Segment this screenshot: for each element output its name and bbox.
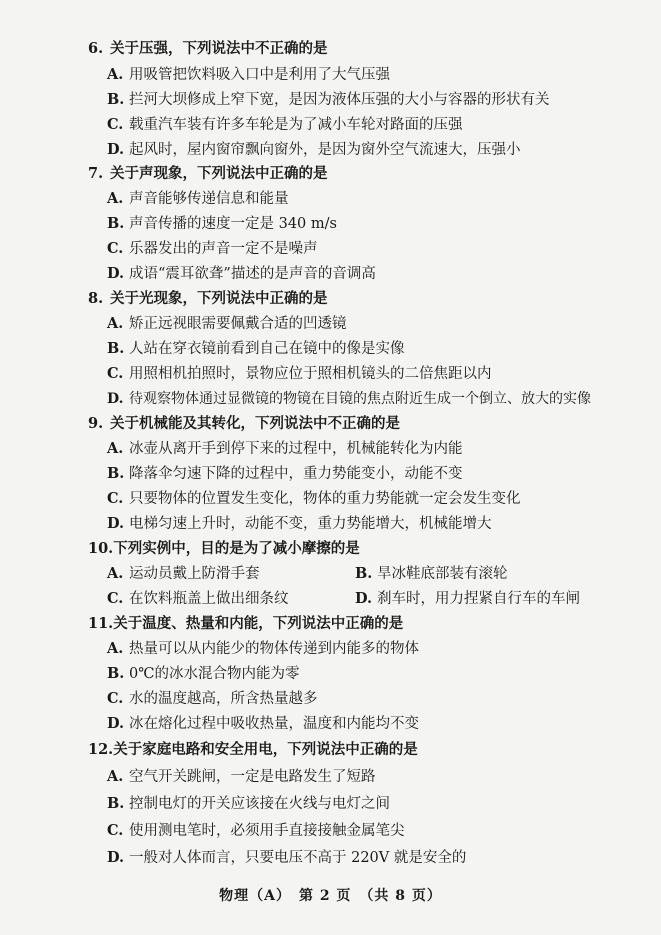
question-6-option-d: D. 起风时，屋内窗帘飘向窗外，是因为窗外空气流速大，压强小: [107, 141, 521, 158]
question-10-option-d: D. 刹车时，用力捏紧自行车的车闸: [355, 590, 580, 607]
question-8-option-b: B. 人站在穿衣镜前看到自己在镜中的像是实像: [107, 340, 405, 357]
question-6-option-b: B. 拦河大坝修成上窄下宽，是因为液体压强的大小与容器的形状有关: [107, 91, 550, 108]
question-11-stem: 11.关于温度、热量和内能，下列说法中正确的是: [88, 615, 404, 632]
question-8-option-d: D. 待观察物体通过显微镜的物镜在目镜的焦点附近生成一个倒立、放大的实像: [107, 391, 591, 407]
question-12-option-d: D. 一般对人体而言，只要电压不高于 220V 就是安全的: [107, 849, 467, 866]
question-8-stem: 8. 关于光现象，下列说法中正确的是: [88, 290, 328, 307]
question-12-option-b: B. 控制电灯的开关应该接在火线与电灯之间: [107, 795, 390, 812]
question-12-option-a: A. 空气开关跳闸，一定是电路发生了短路: [107, 768, 376, 785]
question-8-option-c: C. 用照相机拍照时，景物应位于照相机镜头的二倍焦距以内: [107, 365, 492, 382]
question-7-stem: 7. 关于声现象，下列说法中正确的是: [88, 165, 328, 182]
question-9-option-c: C. 只要物体的位置发生变化，物体的重力势能就一定会发生变化: [107, 490, 521, 507]
question-6-option-c: C. 载重汽车装有许多车轮是为了减小车轮对路面的压强: [107, 116, 463, 133]
question-9-stem: 9. 关于机械能及其转化，下列说法中不正确的是: [88, 415, 400, 432]
question-11-option-c: C. 水的温度越高，所含热量越多: [107, 690, 318, 707]
question-7-option-b: B. 声音传播的速度一定是 340 m/s: [107, 215, 337, 232]
question-10-option-a: A. 运动员戴上防滑手套: [107, 565, 260, 582]
question-9-option-d: D. 电梯匀速上升时，动能不变，重力势能增大，机械能增大: [107, 515, 492, 532]
question-12-stem: 12.关于家庭电路和安全用电，下列说法中正确的是: [88, 741, 418, 758]
question-11-option-a: A. 热量可以从内能少的物体传递到内能多的物体: [107, 640, 419, 657]
question-9-option-a: A. 冰壶从离开手到停下来的过程中，机械能转化为内能: [107, 440, 463, 457]
page-footer: 物理（A） 第 2 页 （共 8 页）: [219, 888, 442, 904]
question-10-stem: 10.下列实例中，目的是为了减小摩擦的是: [88, 540, 360, 557]
question-6-stem: 6. 关于压强，下列说法中不正确的是: [88, 40, 328, 57]
question-11-option-b: B. 0℃的冰水混合物内能为零: [107, 665, 300, 682]
question-9-option-b: B. 降落伞匀速下降的过程中，重力势能变小，动能不变: [107, 465, 463, 482]
question-7-option-d: D. 成语“震耳欲聋”描述的是声音的音调高: [107, 265, 376, 282]
question-11-option-d: D. 冰在熔化过程中吸收热量，温度和内能均不变: [107, 715, 419, 732]
question-7-option-a: A. 声音能够传递信息和能量: [107, 190, 289, 207]
question-7-option-c: C. 乐器发出的声音一定不是噪声: [107, 240, 318, 257]
question-10-option-b: B. 旱冰鞋底部装有滚轮: [355, 565, 508, 582]
question-12-option-c: C. 使用测电笔时，必须用手直接接触金属笔尖: [107, 822, 405, 839]
question-10-option-c: C. 在饮料瓶盖上做出细条纹: [107, 590, 289, 607]
question-8-option-a: A. 矫正远视眼需要佩戴合适的凹透镜: [107, 315, 347, 332]
question-6-option-a: A. 用吸管把饮料吸入口中是利用了大气压强: [107, 66, 390, 83]
